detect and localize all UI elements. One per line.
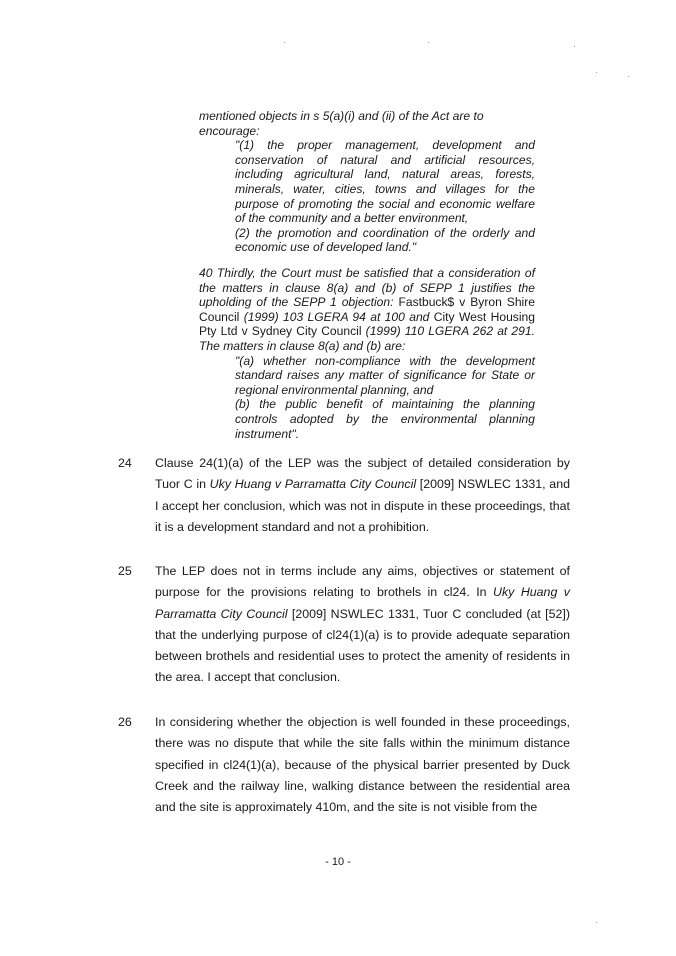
quote-text: The matters in clause 8(a) and (b) are:	[199, 338, 406, 353]
scan-speck	[596, 72, 597, 73]
paragraph-number: 25	[118, 564, 132, 578]
paragraph-text: Clause 24(1)(a) of the LEP was the subject of detailed consideration by Tuor C in	[155, 456, 570, 492]
block-quote-objects	[199, 109, 535, 255]
paragraph-number: 24	[118, 456, 132, 470]
page-number: - 10 -	[325, 856, 351, 868]
quote-lead	[199, 109, 535, 138]
block-quote-sepp	[199, 266, 535, 441]
paragraph-number: 26	[118, 715, 132, 729]
case-name: City West Housing Pty Ltd v Sydney City Council	[199, 309, 535, 339]
paragraph-24	[118, 453, 570, 538]
scan-speck	[574, 46, 575, 47]
paragraph-body	[155, 561, 570, 689]
quote-item-2: (2) the promotion and coordination of the orderly and economic use of developed land."	[235, 225, 535, 255]
paragraph-26	[118, 712, 570, 818]
case-name: Fastbuck$ v Byron Shire Council	[199, 295, 535, 324]
quote-paragraph-40	[199, 266, 535, 354]
paragraph-body	[155, 453, 570, 538]
quote-item-1: "(1) the proper management, development and conservation of natural and artificial resources, including agricultural land, natural areas, forests, minerals, water, cities, towns and villages for the purpose of promoting the social and economic welfare of the community and a better environment,	[235, 138, 535, 226]
scan-speck	[628, 76, 629, 77]
quote-text: 40 Thirdly, the Court must be satisfied that a consideration of the matters in clause 8(a) and (b) of SEPP 1 justifies the upholding of the SEPP 1 objection:	[199, 266, 535, 310]
paragraph-text: The LEP does not in terms include any aims, objectives or statement of purpose for the provisions relating to brothels in cl24. In	[155, 564, 570, 600]
quote-lead-line: encourage:	[199, 123, 260, 138]
paragraph-text: [2009] NSWLEC 1331, Tuor C concluded (at [52]) that the underlying purpose of cl24(1)(a) is to provide adequate separation between brothels and residential uses to protect the amenity of residents in the area. I accept that conclusion.	[155, 606, 570, 685]
quote-lead-line: mentioned objects in s 5(a)(i) and (ii) of the Act are to	[199, 109, 484, 123]
scan-speck	[596, 922, 597, 923]
quote-item-a: "(a) whether non-compliance with the development standard raises any matter of significance for State or regional environmental planning, and	[235, 353, 535, 397]
quote-text: and	[409, 309, 430, 324]
scan-speck	[284, 42, 285, 43]
case-name: Uky Huang v Parramatta City Council	[155, 585, 570, 621]
paragraph-body: In considering whether the objection is well founded in these proceedings, there was no dispute that while the site falls within the minimum distance specified in cl24(1)(a), because of the physical barrier presented by Duck Creek and the railway line, walking distance between the residential area and the site is approximately 410m, and the site is not visible from the	[155, 715, 570, 815]
quote-item-b: (b) the public benefit of maintaining the planning controls adopted by the environmental planning instrument".	[235, 397, 535, 441]
case-citation: (1999) 103 LGERA 94 at 100	[243, 309, 405, 324]
case-name: Uky Huang v Parramatta City Council	[209, 477, 417, 492]
case-citation: (1999) 110 LGERA 262 at 291.	[365, 324, 535, 339]
paragraph-25	[118, 561, 570, 689]
paragraph-text: [2009] NSWLEC 1331, and I accept her conclusion, which was not in dispute in these proceedings, that it is a development standard and not a prohibition.	[155, 477, 570, 534]
scan-speck	[428, 42, 429, 43]
